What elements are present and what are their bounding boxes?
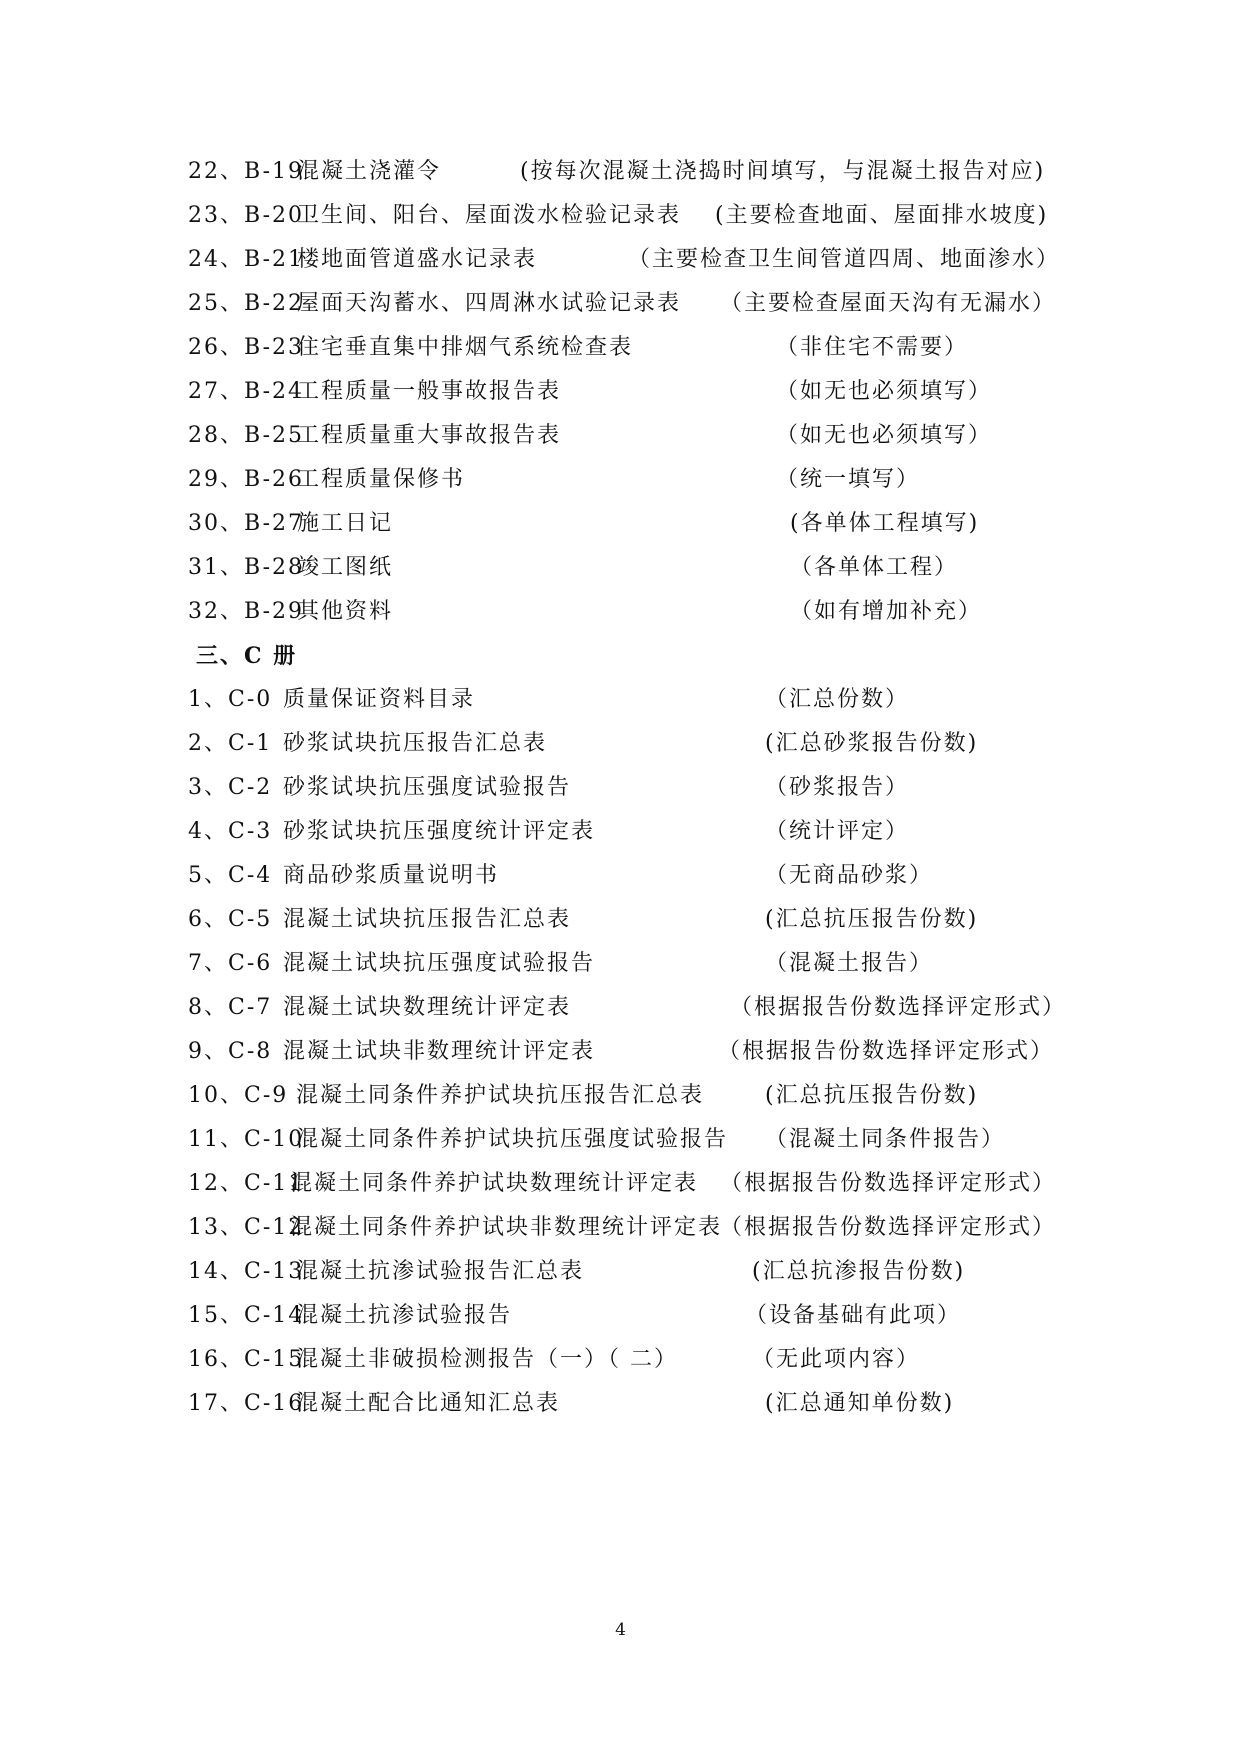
item-note: （统一填写） bbox=[776, 467, 921, 492]
item-number: 30、B-27 bbox=[188, 511, 304, 536]
item-note: （如无也必须填写） bbox=[776, 379, 993, 404]
list-item bbox=[0, 196, 1241, 236]
item-number: 1、C-0 bbox=[188, 687, 273, 712]
list-item bbox=[0, 1340, 1241, 1380]
item-title: 混凝土试块非数理统计评定表 bbox=[283, 1039, 596, 1064]
item-note: （统计评定） bbox=[765, 819, 910, 844]
item-title: 混凝土浇灌令 bbox=[297, 159, 442, 184]
item-number: 31、B-28 bbox=[188, 555, 304, 580]
item-number: 16、C-15 bbox=[188, 1347, 305, 1372]
item-title: 混凝土抗渗试验报告汇总表 bbox=[296, 1259, 585, 1284]
item-number: 12、C-11 bbox=[188, 1171, 305, 1196]
item-title: 工程质量一般事故报告表 bbox=[297, 379, 562, 404]
item-note: （无此项内容） bbox=[752, 1347, 921, 1372]
list-item bbox=[0, 900, 1241, 940]
page-number: 4 bbox=[615, 1620, 626, 1640]
item-title: 楼地面管道盛水记录表 bbox=[297, 247, 538, 272]
list-item bbox=[0, 768, 1241, 808]
item-number: 17、C-16 bbox=[188, 1391, 305, 1416]
item-title: 砂浆试块抗压报告汇总表 bbox=[283, 731, 548, 756]
item-title: 混凝土配合比通知汇总表 bbox=[296, 1391, 561, 1416]
item-title: 混凝土抗渗试验报告 bbox=[296, 1303, 513, 1328]
list-item bbox=[0, 1208, 1241, 1248]
item-title: 住宅垂直集中排烟气系统检查表 bbox=[297, 335, 634, 360]
item-number: 5、C-4 bbox=[188, 863, 273, 888]
list-item bbox=[0, 1384, 1241, 1424]
item-title: 混凝土试块数理统计评定表 bbox=[283, 995, 572, 1020]
item-title: 砂浆试块抗压强度统计评定表 bbox=[283, 819, 596, 844]
item-number: 8、C-7 bbox=[188, 995, 273, 1020]
item-note: (按每次混凝土浇捣时间填写，与混凝土报告对应) bbox=[520, 159, 1046, 184]
item-number: 22、B-19 bbox=[188, 159, 304, 184]
item-number: 23、B-20 bbox=[188, 203, 304, 228]
list-item bbox=[0, 988, 1241, 1028]
item-title: 混凝土同条件养护试块非数理统计评定表 bbox=[290, 1215, 723, 1240]
item-title: 砂浆试块抗压强度试验报告 bbox=[283, 775, 572, 800]
item-number: 3、C-2 bbox=[188, 775, 273, 800]
item-note: （非住宅不需要） bbox=[776, 335, 969, 360]
item-title: 工程质量重大事故报告表 bbox=[297, 423, 562, 448]
list-item bbox=[0, 812, 1241, 852]
item-number: 24、B-21 bbox=[188, 247, 304, 272]
list-item bbox=[0, 548, 1241, 588]
item-note: (各单体工程填写) bbox=[790, 511, 980, 536]
item-note: （混凝土报告） bbox=[765, 951, 934, 976]
item-note: （砂浆报告） bbox=[765, 775, 910, 800]
item-number: 27、B-24 bbox=[188, 379, 304, 404]
list-item bbox=[0, 504, 1241, 544]
item-title: 商品砂浆质量说明书 bbox=[283, 863, 500, 888]
list-item bbox=[0, 240, 1241, 280]
item-title: 混凝土同条件养护试块抗压强度试验报告 bbox=[296, 1127, 729, 1152]
list-item bbox=[0, 1296, 1241, 1336]
list-item bbox=[0, 328, 1241, 368]
item-note: （主要检查屋面天沟有无漏水） bbox=[720, 291, 1057, 316]
item-number: 14、C-13 bbox=[188, 1259, 305, 1284]
item-note: （无商品砂浆） bbox=[765, 863, 934, 888]
item-number: 25、B-22 bbox=[188, 291, 304, 316]
item-note: （设备基础有此项） bbox=[745, 1303, 962, 1328]
item-note: (主要检查地面、屋面排水坡度) bbox=[715, 203, 1049, 228]
list-item bbox=[0, 1076, 1241, 1116]
list-item bbox=[0, 680, 1241, 720]
item-note: (汇总抗压报告份数) bbox=[765, 1083, 979, 1108]
list-item bbox=[0, 1032, 1241, 1072]
item-number: 4、C-3 bbox=[188, 819, 273, 844]
item-note: （如有增加补充） bbox=[790, 599, 983, 624]
item-title: 其他资料 bbox=[297, 599, 394, 624]
item-note: (汇总砂浆报告份数) bbox=[765, 731, 979, 756]
list-item bbox=[0, 856, 1241, 896]
item-number: 15、C-14 bbox=[188, 1303, 305, 1328]
item-title: 混凝土试块抗压报告汇总表 bbox=[283, 907, 572, 932]
list-item bbox=[0, 1120, 1241, 1160]
list-item bbox=[0, 944, 1241, 984]
section-heading: 三、C 册 bbox=[196, 643, 298, 669]
item-number: 7、C-6 bbox=[188, 951, 273, 976]
item-number: 32、B-29 bbox=[188, 599, 304, 624]
list-item bbox=[0, 1252, 1241, 1292]
item-note: （混凝土同条件报告） bbox=[765, 1127, 1006, 1152]
item-title: 混凝土同条件养护试块抗压报告汇总表 bbox=[296, 1083, 705, 1108]
item-number: 26、B-23 bbox=[188, 335, 304, 360]
item-number: 6、C-5 bbox=[188, 907, 273, 932]
item-title: 施工日记 bbox=[297, 511, 394, 536]
item-title: 混凝土试块抗压强度试验报告 bbox=[283, 951, 596, 976]
item-title: 混凝土非破损检测报告（一）（ 二） bbox=[296, 1347, 678, 1372]
list-item bbox=[0, 284, 1241, 324]
item-number: 13、C-12 bbox=[188, 1215, 305, 1240]
item-number: 11、C-10 bbox=[188, 1127, 305, 1152]
list-item bbox=[0, 416, 1241, 456]
item-title: 混凝土同条件养护试块数理统计评定表 bbox=[290, 1171, 699, 1196]
item-title: 屋面天沟蓄水、四周淋水试验记录表 bbox=[297, 291, 682, 316]
item-note: (汇总抗压报告份数) bbox=[765, 907, 979, 932]
list-item bbox=[0, 372, 1241, 412]
item-title: 工程质量保修书 bbox=[297, 467, 466, 492]
item-number: 2、C-1 bbox=[188, 731, 273, 756]
item-number: 29、B-26 bbox=[188, 467, 304, 492]
item-note: （根据报告份数选择评定形式） bbox=[720, 1215, 1057, 1240]
list-item bbox=[0, 1164, 1241, 1204]
item-number: 28、B-25 bbox=[188, 423, 304, 448]
item-note: （各单体工程） bbox=[790, 555, 959, 580]
item-note: （主要检查卫生间管道四周、地面渗水） bbox=[628, 247, 1061, 272]
list-item bbox=[0, 152, 1241, 192]
item-title: 竣工图纸 bbox=[297, 555, 394, 580]
item-note: （根据报告份数选择评定形式） bbox=[730, 995, 1067, 1020]
item-note: (汇总通知单份数) bbox=[765, 1391, 955, 1416]
list-item bbox=[0, 592, 1241, 632]
item-note: （根据报告份数选择评定形式） bbox=[718, 1039, 1055, 1064]
item-note: (汇总抗渗报告份数) bbox=[752, 1259, 966, 1284]
item-title: 质量保证资料目录 bbox=[283, 687, 476, 712]
item-note: （如无也必须填写） bbox=[776, 423, 993, 448]
item-number: 10、C-9 bbox=[188, 1083, 289, 1108]
list-item bbox=[0, 724, 1241, 764]
list-item bbox=[0, 460, 1241, 500]
item-title: 卫生间、阳台、屋面泼水检验记录表 bbox=[297, 203, 682, 228]
item-number: 9、C-8 bbox=[188, 1039, 273, 1064]
item-note: （汇总份数） bbox=[765, 687, 910, 712]
item-note: （根据报告份数选择评定形式） bbox=[720, 1171, 1057, 1196]
